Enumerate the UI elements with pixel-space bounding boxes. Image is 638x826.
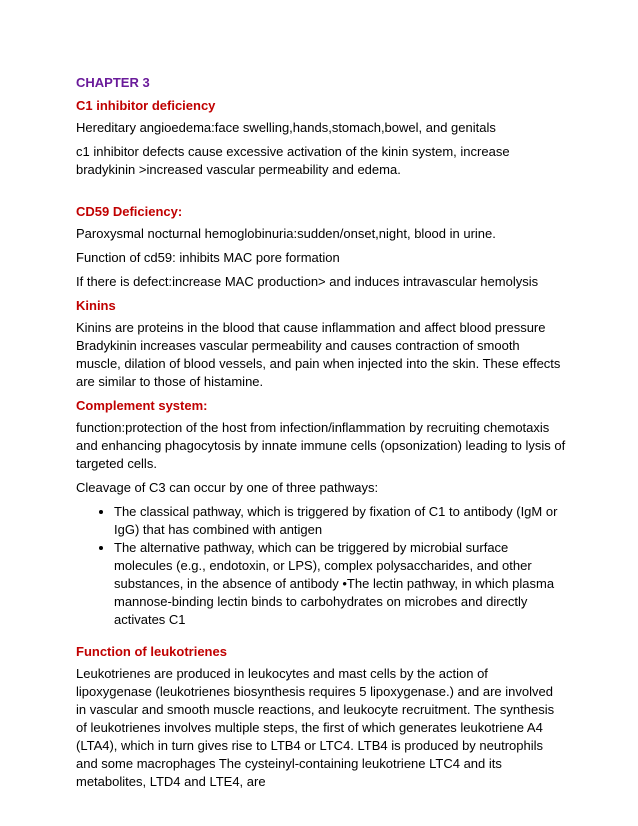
paragraph: c1 inhibitor defects cause excessive activation of the kinin system, increase bradykinin >increased vascular permeability and edema. bbox=[76, 144, 510, 177]
paragraph: function:protection of the host from infection/inflammation by recruiting chemotaxis and enhancing phagocytosis by innate immune cells (opsonization) leading to lysis of targeted cells. bbox=[76, 420, 566, 471]
paragraph: If there is defect:increase MAC production> and induces intravascular hemolysis bbox=[76, 274, 539, 289]
document-page bbox=[76, 74, 566, 797]
paragraph: Leukotrienes are produced in leukocytes and mast cells by the action of lipoxygenase (leukotrienes biosynthesis requires 5 lipoxygenase.) and are involved in vascular and smooth muscle reactions, and leukocyte recruitment. The synthesis of leukotrienes involves multiple steps, the first of which generates leukotriene A4 (LTA4), which in turn gives rise to LTB4 or LTC4. LTB4 is produced by neutrophils and some macrophages The cysteinyl-containing leukotriene LTC4 and its metabolites, LTD4 and LTE4, are bbox=[76, 666, 555, 789]
paragraph: Paroxysmal nocturnal hemoglobinuria:sudden/onset,night, blood in urine. bbox=[76, 226, 496, 241]
section-heading-cd59: CD59 Deficiency: bbox=[76, 204, 183, 219]
paragraph: Cleavage of C3 can occur by one of three pathways: bbox=[76, 480, 379, 495]
chapter-title: CHAPTER 3 bbox=[76, 75, 150, 90]
paragraph: Function of cd59: inhibits MAC pore formation bbox=[76, 250, 340, 265]
section-heading-complement-system: Complement system: bbox=[76, 398, 208, 413]
list-item: • The classical pathway, which is triggered by fixation of C1 to antibody (IgM or IgG) that has combined with antigen bbox=[114, 503, 566, 539]
list-item: • The alternative pathway, which can be triggered by microbial surface molecules (e.g., endotoxin, or LPS), complex polysaccharides, and other substances, in the absence of antibody •The lectin pathway, in which plasma mannose-binding lectin binds to carbohydrates on microbes and directly activates C1 bbox=[114, 539, 566, 629]
section-heading-kinins: Kinins bbox=[76, 298, 116, 313]
section-heading-leukotrienes: Function of leukotrienes bbox=[76, 644, 227, 659]
section-heading-c1-inhibitor: C1 inhibitor deficiency bbox=[76, 98, 216, 113]
paragraph: Kinins are proteins in the blood that cause inflammation and affect blood pressure Bradykinin increases vascular permeability and causes contraction of smooth muscle, dilation of blood vessels, and pain when injected into the skin. These effects are similar to those of histamine. bbox=[76, 320, 561, 389]
paragraph: Hereditary angioedema:face swelling,hands,stomach,bowel, and genitals bbox=[76, 120, 496, 135]
pathway-list bbox=[76, 503, 566, 629]
